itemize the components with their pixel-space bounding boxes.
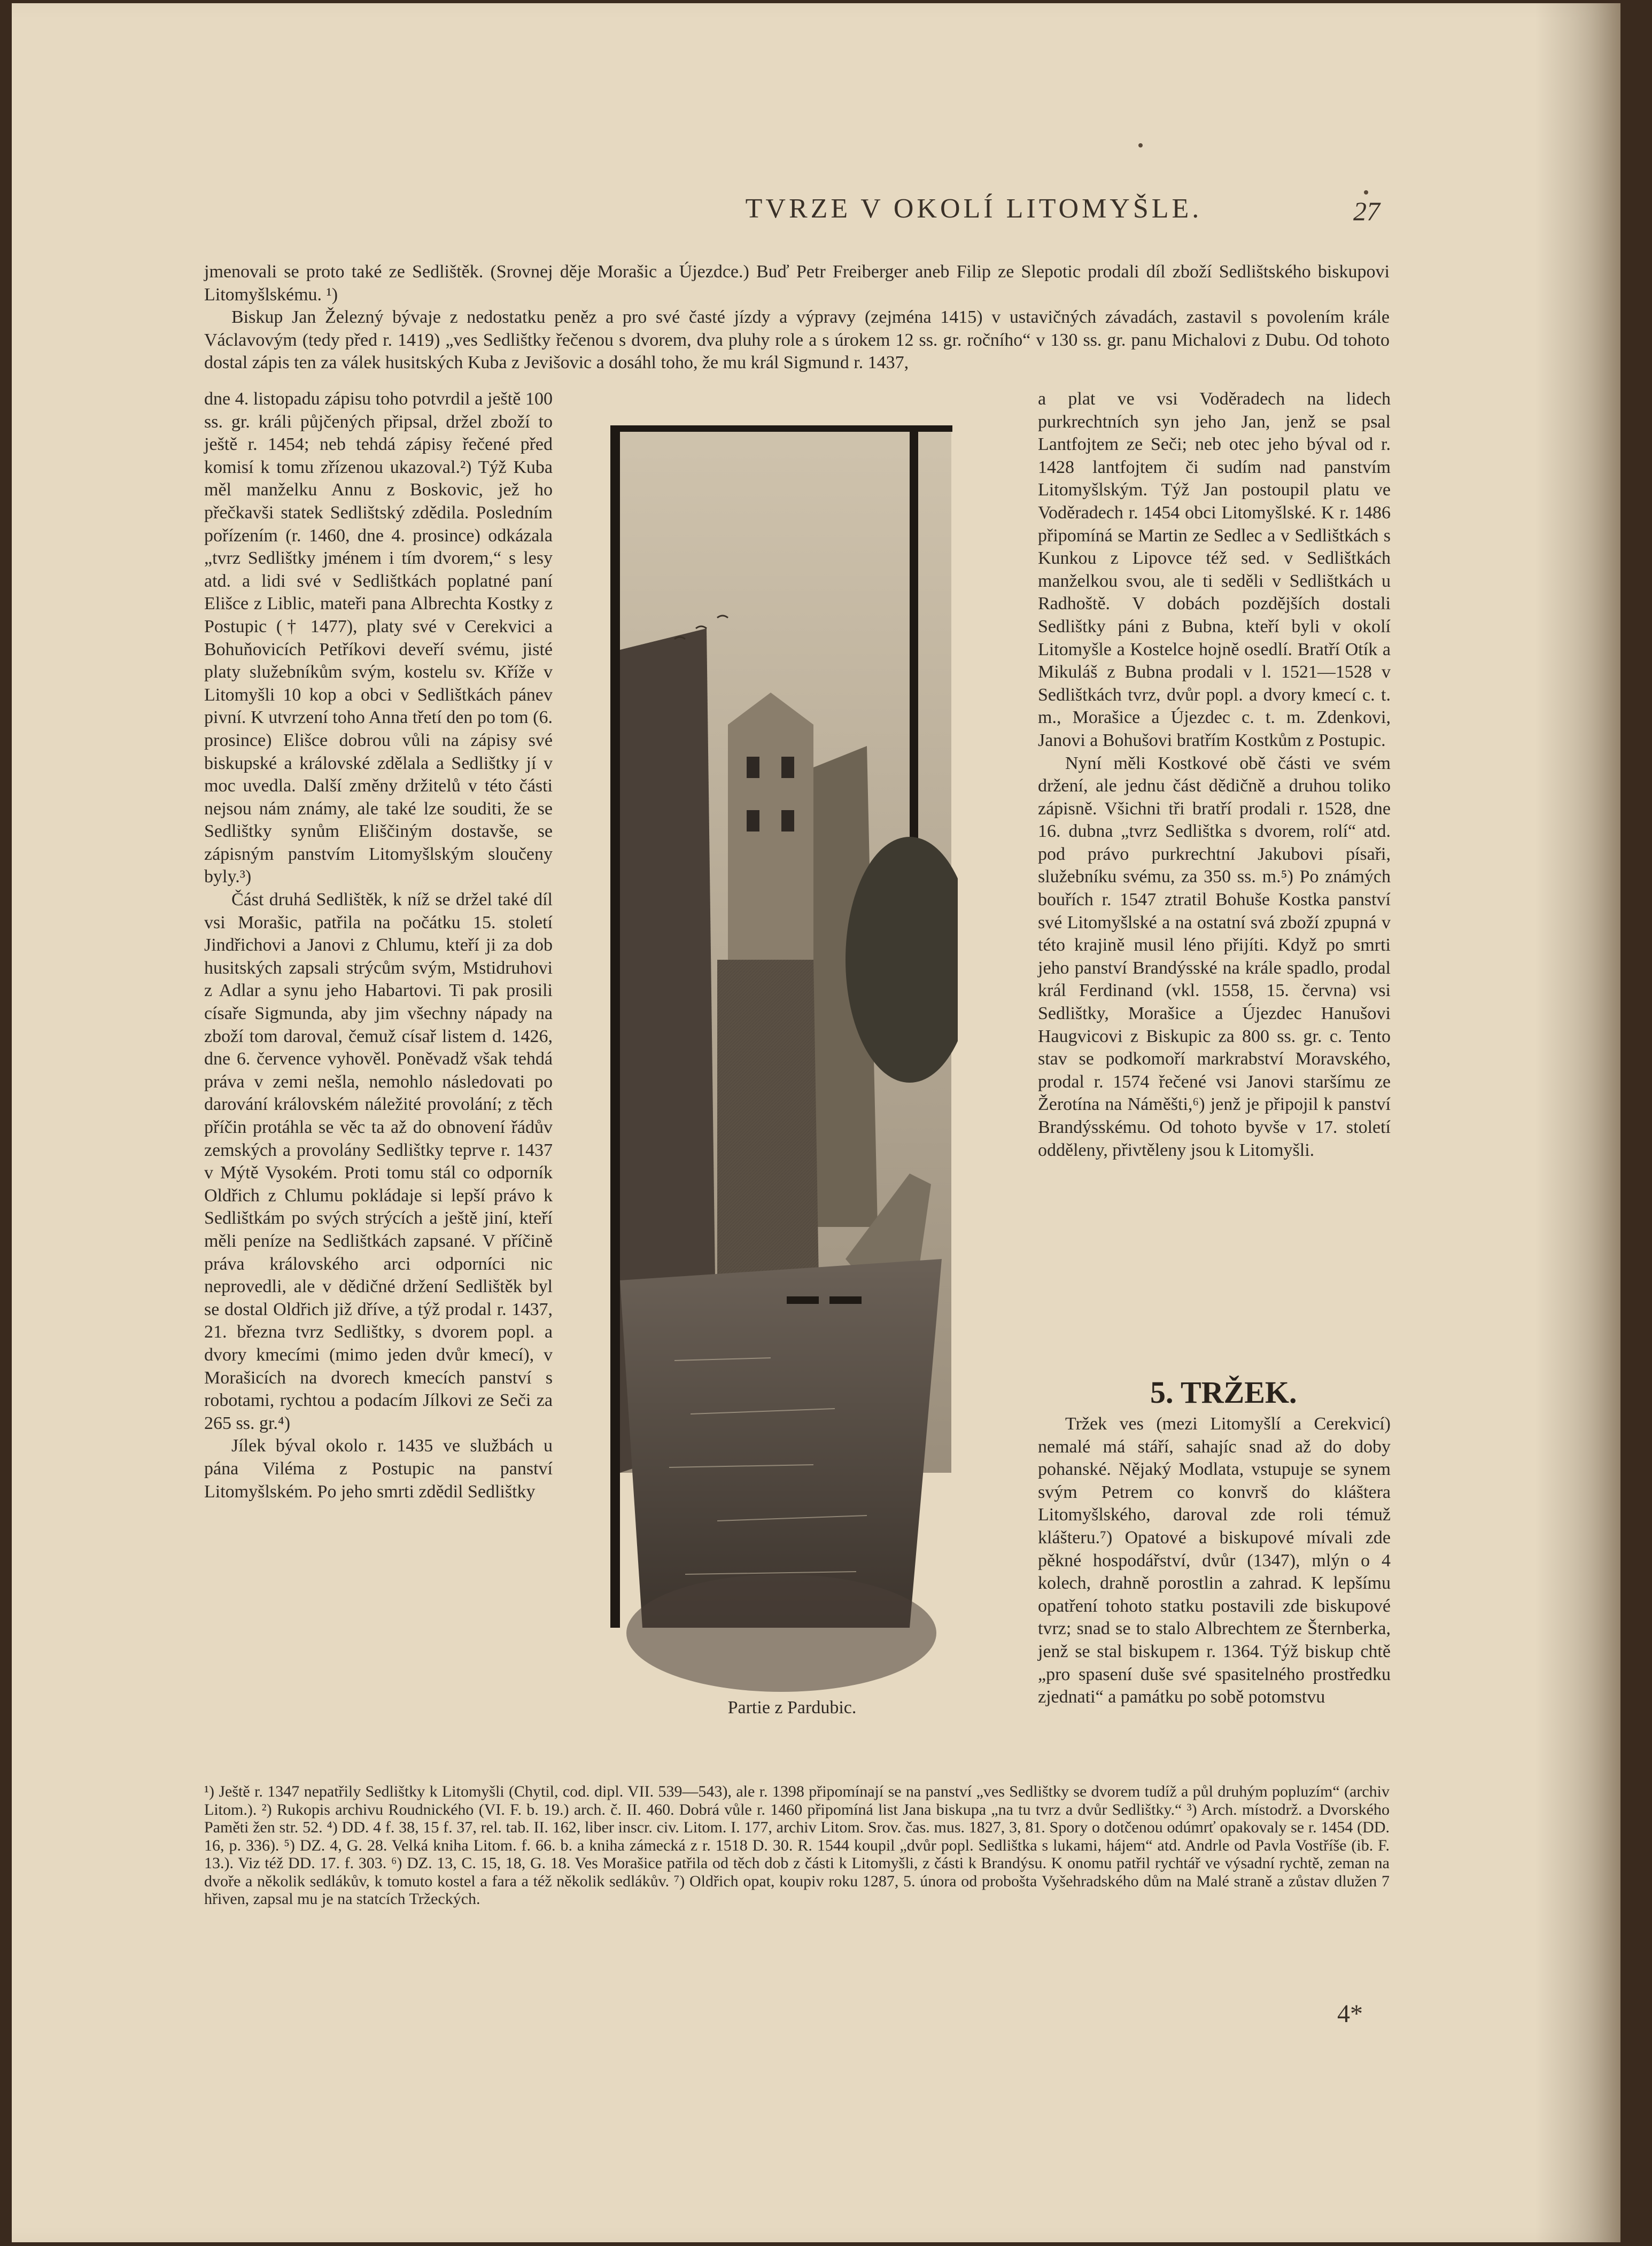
paragraph: Tržek ves (mezi Litomyšlí a Cerekvicí) nemalé má stáří, sahajíc snad až do doby pohanské. Nějaký Modlata, vstupuje se synem svým Petrem co konvrš do kláštera Litomyšlského, daroval zde roli témuž klášteru.⁷) Opatové a biskupové mívali zde pěkné hospodářství, dvůr (1347), mlýn o 4 kolech, drahně porostlin a zahrad. K lepšímu opatření tohoto statku postavili zde biskupové tvrz; snad se to stalo Albrechtem ze Šternberka, jenž se stal biskupem r. 1364. Týž biskup chtě „pro spasení duše své spasitelného prostředku zjednati“ a památku po sobě potomstvu <box>1038 1414 1391 1707</box>
left-column <box>204 388 553 1503</box>
canal-street-engraving <box>610 425 958 1697</box>
engraving-illustration <box>610 425 958 1708</box>
frame-top <box>610 425 952 432</box>
gabled-house <box>728 693 813 960</box>
book-page <box>12 3 1620 2242</box>
paragraph: dne 4. listopadu zápisu toho potvrdil a ještě 100 ss. gr. králi půjčených připsal, držel zboží to ještě r. 1454; neb tehdá zápisy řečené před komisí k tomu zřízenou ukazoval.²) Týž Kuba měl manželku Annu z Boskovic, jež ho přečkavši statek Sedlištský zdědila. Posledním pořízením (r. 1460, dne 4. prosince) odkázala „tvrz Sedlištky jménem i tím dvorem,“ s lesy atd. a lidi své v Sedlištkách poplatné paní Elišce z Liblic, mateři pana Albrechta Kostky z Postupic († 1477), platy své v Cerekvici a Bohuňovicích Petříkovi deveří svému, jisté platy služebníkům svým, kostelu sv. Kříže v Litomyšli 10 kop a obci v Sedlištkách pánev pivní. K utvrzení toho Anna třetí den po tom (6. prosince) Elišce dobrou vůli na zápisy své biskupské a královské zdělala a Sedlištky jí v moc uvedla. Další změny držitelů v této části nejsou nám známy, ale také lze souditi, že se Sedlištky synům Eliščiným dostavše, se zápisným panstvím Litomyšlským sloučeny byly.³) <box>204 389 553 887</box>
paragraph: a plat ve vsi Voděradech na lidech purkrechtních syn jeho Jan, jenž se psal Lantfojtem ze Seči; neb otec jeho býval od r. 1428 lantfojtem či sudím nad panstvím Litomyšlským. Týž Jan postoupil platu ve Voděradech r. 1454 obci Litomyšlské. K r. 1486 připomíná se Martin ze Sedlec a v Sedlištkách s Kunkou z Lipovce též sed. v Sedlištkách manželkou svou, ale ti seděli v Sedlištkách u Radhoště. V dobách pozdějších dostali Sedlištky páni z Bubna, kteří byli v okolí Litomyšle a Kostelce hojně osedlí. Bratří Otík a Mikuláš z Bubna prodali v l. 1521—1528 v Sedlištkách tvrz, dvůr popl. a dvory kmecí c. t. m., Morašice a Újezdec c. t. m. Zdenkovi, Janovi a Bohušovi bratřím Kostkům z Postupic. <box>1038 389 1391 750</box>
section-heading: 5. TRŽEK. <box>1150 1375 1297 1410</box>
footnotes: ¹) Ještě r. 1347 nepatřily Sedlištky k Litomyšli (Chytil, cod. dipl. VII. 539—543), ale r. 1398 připomínají se na panství „ves Sedlištky se dvorem tudíž a půl druhým popluzím“ (archiv Litom.). ²) Rukopis archivu Roudnického (VI. F. b. 19.) arch. č. II. 460. Dobrá vůle r. 1460 připomíná list Jana biskupa „na tu tvrz a dvůr Sedlištky.“ ³) Arch. místodrž. a Dvorského Paměti žen str. 52. ⁴) DD. 4 f. 38, 15 f. 37, rel. tab. II. 162, liber inscr. civ. Litom. I. 177, archiv Litom. Srov. čas. mus. 1827, 3, 81. Spory o dotčenou odúmrť opakovaly se r. 1454 (DD. 16, p. 336). ⁵) DZ. 4, G. 28. Velká kniha Litom. f. 66. b. a kniha zámecká z r. 1518 D. 30. R. 1544 koupil „dvůr popl. Sedlištka s lukami, hájem“ atd. Andrle od Pavla Vostříše (ib. F. 13.). Viz též DD. 17. f. 303. ⁶) DZ. 13, C. 15, 18, G. 18. Ves Morašice patřila od těch dob z části k Litomyšli, z části k Brandýsu. K onomu patřil rychtář ve výsadní rychtě, zeman na dvoře a několik sedlákův, k tomuto kostel a fara a též několik sedlákův. ⁷) Oldřich opat, koupiv roku 1287, 5. února od proboštа Vyšehradského dům na Malé straně a zůstav dlužen 7 hřiven, zapsal mu je na statcích Tržeckých. <box>204 1783 1390 1908</box>
section-text <box>1038 1413 1391 1709</box>
speck <box>1138 143 1143 147</box>
small-boat <box>787 1296 819 1304</box>
signature-mark: 4* <box>1337 2000 1363 2028</box>
speck <box>1364 190 1368 195</box>
paragraph: Část druhá Sedlištěk, k níž se držel také díl vsi Morašic, patřila na počátku 15. století Jindřichovi a Janovi z Chlumu, kteří ji za dob husitských zapsali strýcům svým, Mstidruhovi z Adlar a synu jeho Habartovi. Ti pak prosili císaře Sigmunda, aby jim všechny nápady na zboží tom daroval, čemuž císař listem d. 1426, dne 6. července vyhověl. Poněvadž však tehdá práva v zemi nešla, nemohlo následovati po darování královském náležité provolání; z těch příčin protáhla se věc ta až do obnovení řádův zemských a provolány Sedlištky teprve r. 1437 v Mýtě Vysokém. Proti tomu stál co odporník Oldřich z Chlumu pokládaje si lepší právo k Sedlištkám po svých strýcích a ještě jiní, kteří měli peníze na Sedlištkách zapsané. V příčině práva královského arci odporníci nic neprovedli, ale v dědičné držení Sedlištěk byl se dostal Oldřich již dříve, a týž prodal r. 1437, 21. března tvrz Sedlištky, s dvorem popl. a dvory kmecími (mimo jeden dvůr kmecí), v Morašicích na dvorech kmecích panství s robotami, rychtou a podacím Jílkovi ze Seči za 265 ss. gr.⁴) <box>204 890 553 1433</box>
page-edge-shadow <box>1535 3 1620 2242</box>
right-column <box>1038 388 1391 1162</box>
figure-caption: Partie z Pardubic. <box>727 1698 857 1717</box>
paragraph: jmenovali se proto také ze Sedlištěk. (Srovnej děje Morašic a Újezdce.) Buď Petr Freiberger aneb Filip ze Slepotic prodali díl zboží Sedlištského biskupovi Litomyšlskému. ¹) <box>204 262 1390 305</box>
frame-left <box>610 425 620 1628</box>
paragraph: Nyní měli Kostkové obě části ve svém držení, ale jednu část dědičně a druhou toliko zápisně. Všichni tři bratří prodali r. 1528, dne 16. dubna „tvrz Sedlištka s dvorem, rolí“ atd. pod právo purkrechtní Jakubovi písaři, služebníku svému, za 350 ss. m.⁵) Po známých bouřích r. 1547 ztratil Bohuše Kostka panství své Litomyšlské a na ostatní svá zboží zpupná v této krajině musil léno přijíti. Když po smrti jeho panství Brandýsské na krále spadlo, prodal král Ferdinand (vkl. 1558, 15. června) vsi Sedlištky, Morašice a Újezdec Hanušovi Haugvicovi z Biskupic za 800 ss. gr. c. Tento stav se podkomoří markrabství Moravského, prodal r. 1574 řečené vsi Janovi staršímu ze Žerotína na Náměšti,⁶) jenž je připojil k panství Brandýsskému. Od tohoto byvše v 17. století odděleny, přivtěleny jsou k Litomyšli. <box>1038 753 1391 1160</box>
page-number: 27 <box>1353 196 1380 226</box>
intro-text <box>204 261 1390 375</box>
vignette-base <box>626 1574 936 1692</box>
paragraph: Biskup Jan Železný bývaje z nedostatku peněz a pro své časté jízdy a výpravy (zejména 1415) v ustavičných závadách, zastavil s povolením krále Václavovým (tedy před r. 1419) „ves Sedlištky řečenou s dvorem, dva pluhy role a s úrokem 12 ss. gr. ročního“ v 130 ss. gr. panu Michalovi z Dubu. Od tohoto dostal zápis ten za válek husitských Kuba z Jevišovic a dosáhl toho, že mu král Sigmund r. 1437, <box>204 307 1390 373</box>
running-header: TVRZE V OKOLÍ LITOMYŠLE. <box>745 193 1203 224</box>
paragraph: Jílek býval okolo r. 1435 ve službách u pána Viléma z Postupic na panství Litomyšlském. Po jeho smrti zdědil Sedlištky <box>204 1436 553 1502</box>
